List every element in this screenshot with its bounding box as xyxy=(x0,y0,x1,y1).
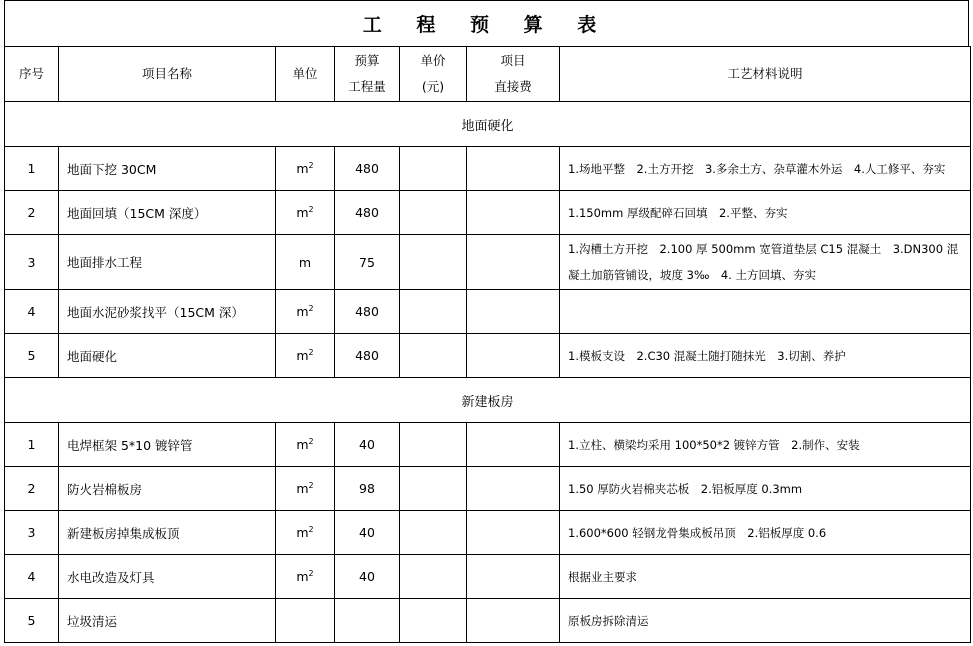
table-header-row xyxy=(5,47,971,102)
cell-unit xyxy=(276,555,335,599)
cell-seq: 3 xyxy=(5,511,59,555)
unit-text: m xyxy=(296,569,309,584)
cell-desc: 根据业主要求 xyxy=(560,555,971,599)
header-unit: 单位 xyxy=(276,47,335,102)
cell-direct xyxy=(467,191,560,235)
header-price-line2: (元) xyxy=(421,79,445,94)
section-title: 新建板房 xyxy=(5,378,971,423)
table-row xyxy=(5,334,971,378)
header-qty xyxy=(335,47,400,102)
cell-desc: 1.模板支设 2.C30 混凝土随打随抹光 3.切割、养护 xyxy=(560,334,971,378)
table-row xyxy=(5,555,971,599)
header-direct-cost xyxy=(467,47,560,102)
cell-qty: 40 xyxy=(335,423,400,467)
budget-table xyxy=(4,46,971,643)
table-row xyxy=(5,511,971,555)
cell-seq: 1 xyxy=(5,147,59,191)
unit-sup: 2 xyxy=(308,205,314,214)
cell-price xyxy=(400,235,467,290)
cell-desc: 1.场地平整 2.土方开挖 3.多余土方、杂草灌木外运 4.人工修平、夯实 xyxy=(560,147,971,191)
cell-direct xyxy=(467,511,560,555)
unit-sup: 2 xyxy=(308,525,314,534)
cell-desc: 1.600*600 轻钢龙骨集成板吊顶 2.铝板厚度 0.6 xyxy=(560,511,971,555)
cell-unit xyxy=(276,423,335,467)
cell-seq: 3 xyxy=(5,235,59,290)
cell-qty: 40 xyxy=(335,511,400,555)
header-direct-line2: 直接费 xyxy=(494,79,532,94)
cell-name: 防火岩棉板房 xyxy=(59,467,276,511)
cell-seq: 4 xyxy=(5,555,59,599)
cell-direct xyxy=(467,599,560,643)
unit-sup: 2 xyxy=(308,437,314,446)
table-row xyxy=(5,467,971,511)
section-row xyxy=(5,102,971,147)
cell-qty: 480 xyxy=(335,191,400,235)
cell-direct xyxy=(467,147,560,191)
header-seq: 序号 xyxy=(5,47,59,102)
unit-text: m xyxy=(296,348,309,363)
cell-price xyxy=(400,511,467,555)
section-row xyxy=(5,378,971,423)
unit-text: m xyxy=(296,525,309,540)
section-title: 地面硬化 xyxy=(5,102,971,147)
cell-qty: 98 xyxy=(335,467,400,511)
cell-name: 地面排水工程 xyxy=(59,235,276,290)
cell-desc: 1.沟槽土方开挖 2.100 厚 500mm 宽管道垫层 C15 混凝土 3.DN300 混凝土加筋管铺设，坡度 3‰ 4. 土方回填、夯实 xyxy=(560,235,971,290)
cell-name: 垃圾清运 xyxy=(59,599,276,643)
cell-seq: 5 xyxy=(5,334,59,378)
cell-desc: 1.50 厚防火岩棉夹芯板 2.铝板厚度 0.3mm xyxy=(560,467,971,511)
cell-price xyxy=(400,467,467,511)
cell-direct xyxy=(467,334,560,378)
unit-sup: 2 xyxy=(308,481,314,490)
cell-price xyxy=(400,423,467,467)
cell-seq: 1 xyxy=(5,423,59,467)
cell-unit xyxy=(276,147,335,191)
header-description: 工艺材料说明 xyxy=(560,47,971,102)
unit-text: m xyxy=(296,437,309,452)
cell-direct xyxy=(467,467,560,511)
cell-seq: 2 xyxy=(5,467,59,511)
unit-text: m xyxy=(296,161,309,176)
table-row xyxy=(5,290,971,334)
cell-unit xyxy=(276,191,335,235)
cell-direct xyxy=(467,423,560,467)
cell-price xyxy=(400,599,467,643)
cell-desc: 1.150mm 厚级配碎石回填 2.平整、夯实 xyxy=(560,191,971,235)
cell-name: 地面下挖 30CM xyxy=(59,147,276,191)
header-price xyxy=(400,47,467,102)
header-qty-line1: 预算 xyxy=(354,53,380,68)
header-price-line1: 单价 xyxy=(420,53,446,68)
unit-text: m xyxy=(296,205,309,220)
cell-qty: 40 xyxy=(335,555,400,599)
table-row xyxy=(5,235,971,290)
cell-price xyxy=(400,555,467,599)
cell-direct xyxy=(467,555,560,599)
unit-sup: 2 xyxy=(308,304,314,313)
cell-name: 地面回填（15CM 深度） xyxy=(59,191,276,235)
cell-name: 地面水泥砂浆找平（15CM 深） xyxy=(59,290,276,334)
unit-sup: 2 xyxy=(308,348,314,357)
cell-unit xyxy=(276,599,335,643)
table-row xyxy=(5,423,971,467)
unit-text: m xyxy=(296,304,309,319)
cell-unit xyxy=(276,235,335,290)
cell-price xyxy=(400,290,467,334)
cell-desc: 原板房拆除清运 xyxy=(560,599,971,643)
page-title: 工 程 预 算 表 xyxy=(4,0,969,46)
cell-qty: 480 xyxy=(335,334,400,378)
cell-qty xyxy=(335,599,400,643)
cell-seq: 2 xyxy=(5,191,59,235)
cell-qty: 480 xyxy=(335,147,400,191)
cell-unit xyxy=(276,467,335,511)
cell-seq: 4 xyxy=(5,290,59,334)
cell-qty: 480 xyxy=(335,290,400,334)
cell-price xyxy=(400,334,467,378)
cell-price xyxy=(400,147,467,191)
cell-price xyxy=(400,191,467,235)
cell-desc: 1.立柱、横梁均采用 100*50*2 镀锌方管 2.制作、安装 xyxy=(560,423,971,467)
cell-seq: 5 xyxy=(5,599,59,643)
cell-desc xyxy=(560,290,971,334)
unit-sup: 2 xyxy=(308,569,314,578)
cell-name: 电焊框架 5*10 镀锌管 xyxy=(59,423,276,467)
table-row xyxy=(5,147,971,191)
unit-text: m xyxy=(296,481,309,496)
cell-direct xyxy=(467,235,560,290)
cell-name: 新建板房掉集成板顶 xyxy=(59,511,276,555)
table-row xyxy=(5,599,971,643)
unit-text: m xyxy=(298,254,312,270)
table-row xyxy=(5,191,971,235)
cell-name: 水电改造及灯具 xyxy=(59,555,276,599)
cell-direct xyxy=(467,290,560,334)
cell-qty: 75 xyxy=(335,235,400,290)
header-name: 项目名称 xyxy=(59,47,276,102)
cell-unit xyxy=(276,290,335,334)
header-direct-line1: 项目 xyxy=(500,53,526,68)
cell-unit xyxy=(276,334,335,378)
header-qty-line2: 工程量 xyxy=(348,79,386,94)
cell-name: 地面硬化 xyxy=(59,334,276,378)
cell-unit xyxy=(276,511,335,555)
unit-sup: 2 xyxy=(308,161,314,170)
